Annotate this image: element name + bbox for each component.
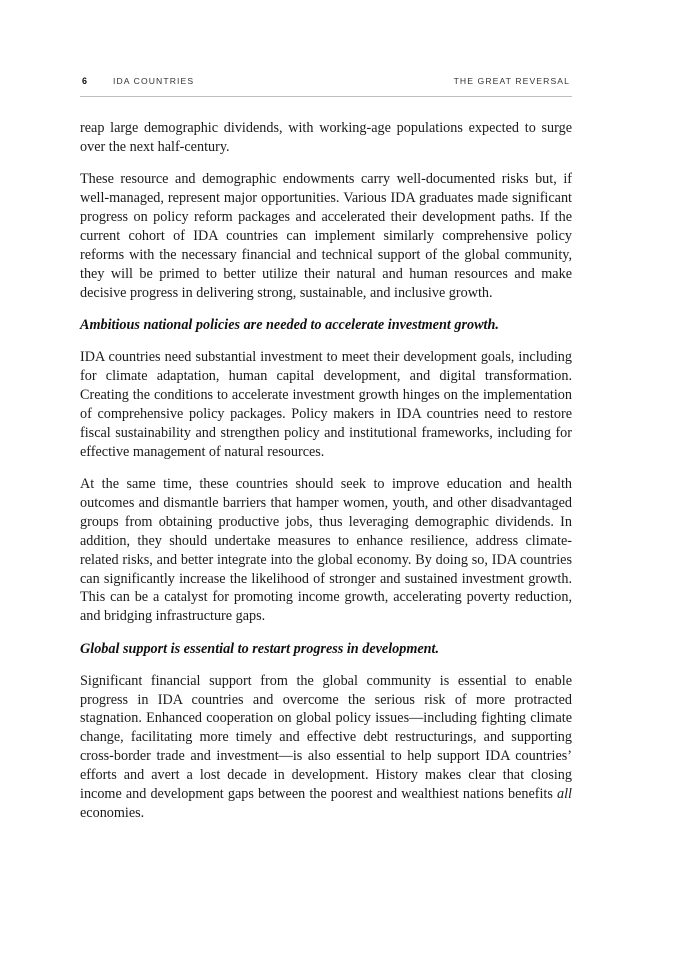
heading-global-support: Global support is essential to restart progress in development. <box>80 640 440 657</box>
body-text <box>80 119 572 836</box>
running-header <box>80 74 572 97</box>
emphasis-all: all <box>557 786 572 803</box>
paragraph-endowments: These resource and demographic endowments carry well-documented risks but, if well-managed, represent major opportunities. Various IDA graduates made significant progress on policy reform packages and accelerated their development paths. If the current cohort of IDA countries can implement similarly comprehensive policy reforms with the necessary financial and technical support of the global community, they will be primed to better utilize their natural and human resources and make decisive progress in delivering strong, sustainable, and inclusive growth. <box>80 171 572 301</box>
paragraph-same-time: At the same time, these countries should seek to improve education and health outcomes and dismantle barriers that hamper women, youth, and other disadvantaged groups from obtaining productive jobs, thus leveraging demographic dividends. In addition, they should undertake measures to enhance resilience, address climate-related risks, and better integrate into the global economy. By doing so, IDA countries can significantly increase the likelihood of stronger and sustained investment growth. This can be a catalyst for promoting income growth, accelerating poverty reduction, and bridging infrastructure gaps. <box>80 476 572 625</box>
page-number: 6 <box>82 76 88 86</box>
report-title: THE GREAT REVERSAL <box>453 76 570 86</box>
paragraph-financial-support-text: Significant financial support from the global community is essential to enable progress in IDA countries and overcome the serious risk of more protracted stagnation. Enhanced cooperation on global policy issues—including fighting climate change, facilitating more timely and effective debt restructurings, and supporting cross-border trade and investment—is also essential to help support IDA countries’ efforts and avert a lost decade in development. History makes clear that closing income and development gaps between the poorest and wealthiest nations benefits <box>80 672 572 803</box>
paragraph-financial-support <box>80 672 572 823</box>
section-label: IDA COUNTRIES <box>113 76 195 86</box>
paragraph-financial-support-end: economies. <box>80 805 145 821</box>
paragraph-investment-needs: IDA countries need substantial investment to meet their development goals, including for climate adaptation, human capital development, and digital transformation. Creating the conditions to accelerate investment growth hinges on the implementation of comprehensive policy packages. Policy makers in IDA countries need to restore fiscal sustainability and strengthen policy and institutional frameworks, including for effective management of natural resources. <box>80 349 572 460</box>
paragraph-demographic-dividends: reap large demographic dividends, with working-age populations expected to surge over the next half-century. <box>80 120 572 155</box>
heading-national-policies: Ambitious national policies are needed to accelerate investment growth. <box>80 317 499 334</box>
